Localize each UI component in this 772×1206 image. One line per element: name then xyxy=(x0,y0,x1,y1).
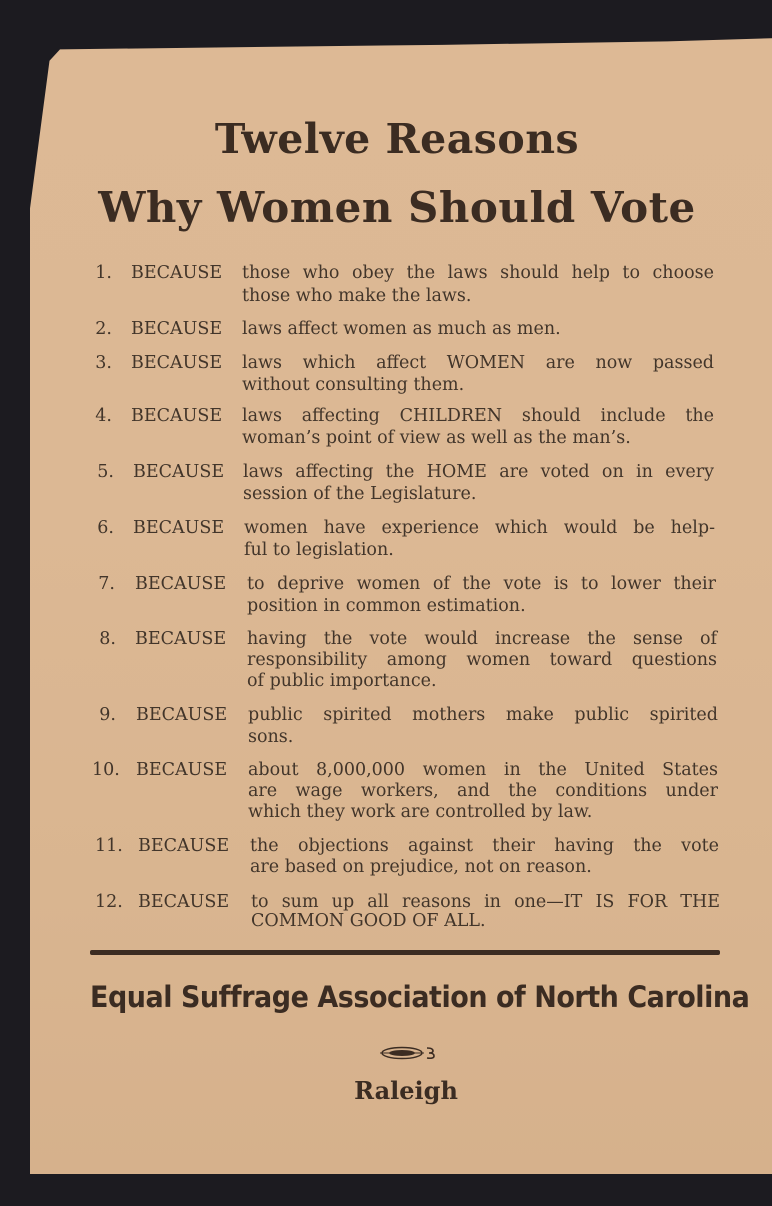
reason-number: 10. xyxy=(92,760,120,780)
reason-keyword: BECAUSE xyxy=(135,629,227,649)
reason-number: 9. xyxy=(99,705,116,725)
reason-number: 1. xyxy=(95,263,112,283)
reason-line: the objections against their having the vote xyxy=(250,836,719,856)
reason-keyword: BECAUSE xyxy=(138,836,230,856)
reason-number: 3. xyxy=(95,353,112,373)
reason-line: position in common estimation. xyxy=(247,596,526,616)
reason-line: ful to legislation. xyxy=(244,540,394,560)
reason-line: without consulting them. xyxy=(242,375,465,395)
title-line-2: Why Women Should Vote xyxy=(98,183,696,232)
reason-line: are wage workers, and the conditions under xyxy=(248,781,718,801)
reason-line: those who make the laws. xyxy=(242,286,472,306)
reason-line: session of the Legislature. xyxy=(243,484,477,504)
reason-number: 11. xyxy=(95,836,123,856)
reason-line: sons. xyxy=(248,727,294,747)
reason-keyword: BECAUSE xyxy=(133,462,225,482)
reason-number: 12. xyxy=(95,892,123,912)
reason-number: 6. xyxy=(97,518,114,538)
reason-line: laws affect women as much as men. xyxy=(242,319,561,339)
reason-line: laws affecting the HOME are voted on in every xyxy=(243,462,714,482)
reason-keyword: BECAUSE xyxy=(138,892,230,912)
reason-line: public spirited mothers make public spirited xyxy=(248,705,718,725)
city-name: Raleigh xyxy=(354,1076,458,1105)
reason-keyword: BECAUSE xyxy=(133,518,225,538)
reason-line: which they work are controlled by law. xyxy=(248,802,593,822)
reason-number: 8. xyxy=(99,629,116,649)
divider-rule xyxy=(90,950,720,955)
reason-line: to deprive women of the vote is to lower their xyxy=(247,574,716,594)
reason-keyword: BECAUSE xyxy=(135,574,227,594)
reason-line: women have experience which would be help- xyxy=(244,518,715,538)
reason-keyword: BECAUSE xyxy=(131,263,223,283)
reason-number: 4. xyxy=(95,406,112,426)
reason-number: 5. xyxy=(97,462,114,482)
reason-line: about 8,000,000 women in the United States xyxy=(248,760,718,780)
organization-name: Equal Suffrage Association of North Carolina xyxy=(90,980,750,1014)
reason-keyword: BECAUSE xyxy=(131,319,223,339)
reason-number: 2. xyxy=(95,319,112,339)
reason-line: laws which affect WOMEN are now passed xyxy=(242,353,714,373)
reason-keyword: BECAUSE xyxy=(131,406,223,426)
reason-line: responsibility among women toward questions xyxy=(247,650,717,670)
reason-line: COMMON GOOD OF ALL. xyxy=(251,911,486,931)
reason-keyword: BECAUSE xyxy=(131,353,223,373)
reason-line: laws affecting CHILDREN should include the xyxy=(242,406,714,426)
reason-keyword: BECAUSE xyxy=(136,760,228,780)
reason-line: of public importance. xyxy=(247,671,437,691)
reason-line: those who obey the laws should help to choose xyxy=(242,263,714,283)
reason-line: having the vote would increase the sense of xyxy=(247,629,717,649)
reason-line: to sum up all reasons in one—IT IS FOR THE xyxy=(251,892,720,912)
printers-ornament-icon xyxy=(378,1045,438,1061)
reason-line: woman’s point of view as well as the man’s. xyxy=(242,428,631,448)
reason-line: are based on prejudice, not on reason. xyxy=(250,857,592,877)
reason-number: 7. xyxy=(98,574,115,594)
reason-keyword: BECAUSE xyxy=(136,705,228,725)
title-line-1: Twelve Reasons xyxy=(214,115,580,163)
